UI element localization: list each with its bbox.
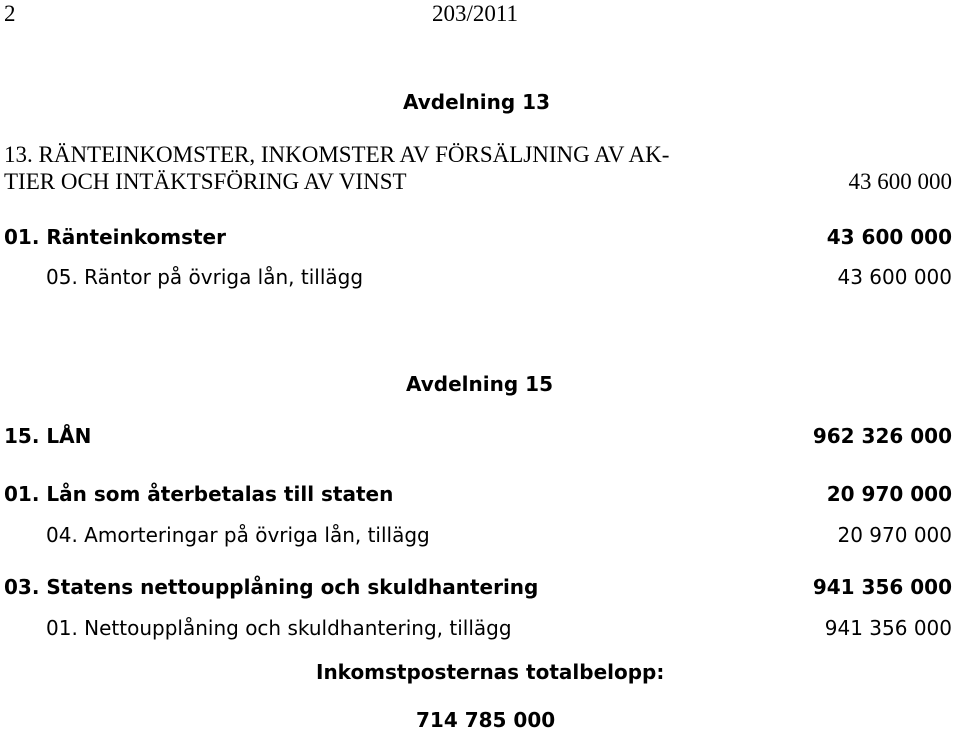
section-15-sub2-item-amount: 941 356 000 [824, 616, 952, 640]
section-13-item-amount: 43 600 000 [837, 265, 952, 289]
section-13-sub-label: 01. Ränteinkomster [4, 225, 226, 249]
section-15-sub1-item-label: 04. Amorteringar på övriga lån, tillägg [46, 523, 430, 547]
section-15-sub2-item-label: 01. Nettoupplåning och skuldhantering, tillägg [46, 616, 512, 640]
section-15-sub2-label: 03. Statens nettoupplåning och skuldhantering [4, 575, 539, 599]
section-15-sub1-label: 01. Lån som återbetalas till staten [4, 482, 394, 506]
page-number: 2 [4, 1, 16, 26]
section-15-main-amount: 962 326 000 [812, 424, 952, 448]
section-15-sub1-amount: 20 970 000 [826, 482, 952, 506]
section-13-title-line1: 13. RÄNTEINKOMSTER, INKOMSTER AV FÖRSÄLJNING AV AK- [4, 142, 670, 167]
section-13-amount: 43 600 000 [848, 169, 952, 194]
section-15-main-label: 15. LÅN [4, 424, 92, 448]
section-15-sub1-item-amount: 20 970 000 [837, 523, 952, 547]
section-13-item-label: 05. Räntor på övriga lån, tillägg [46, 265, 364, 289]
section-13-title-line2: TIER OCH INTÄKTSFÖRING AV VINST [4, 169, 407, 194]
section-13-sub-amount: 43 600 000 [826, 225, 952, 249]
statute-number: 203/2011 [432, 1, 519, 26]
section-15-heading: Avdelning 15 [406, 372, 553, 396]
total-amount: 714 785 000 [416, 708, 556, 732]
total-label: Inkomstposternas totalbelopp: [316, 660, 665, 684]
section-15-sub2-amount: 941 356 000 [812, 575, 952, 599]
section-13-heading: Avdelning 13 [403, 90, 550, 114]
